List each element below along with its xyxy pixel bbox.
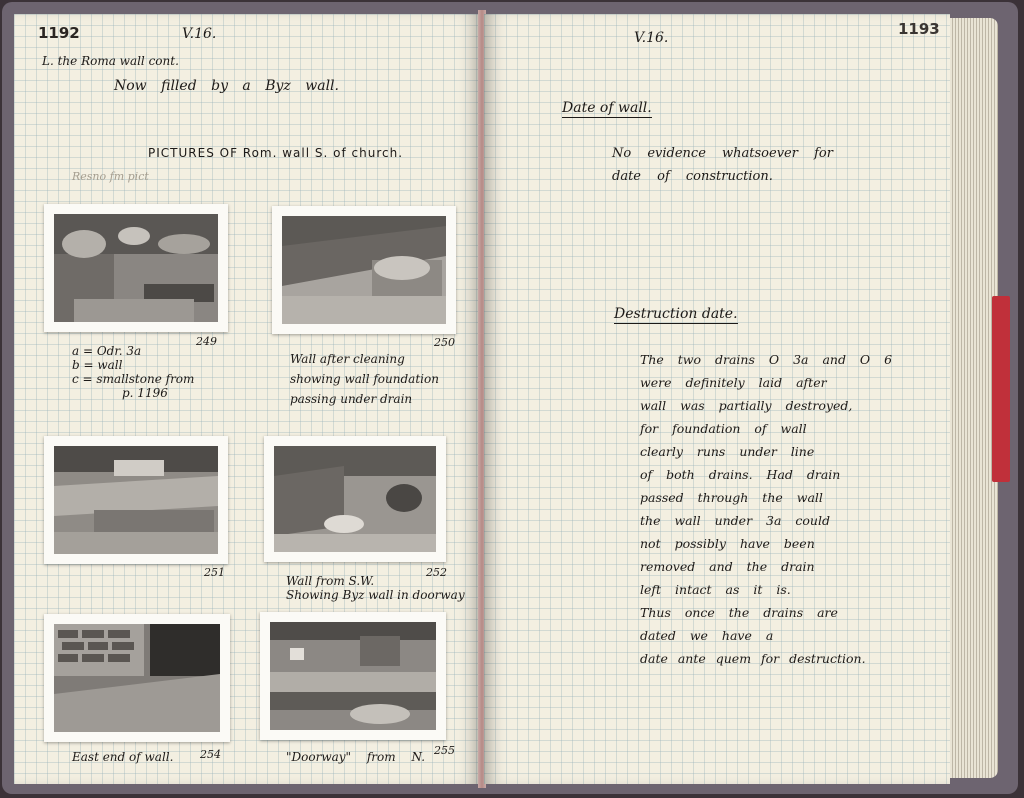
excavation-photo xyxy=(54,446,218,554)
page-number: 1192 xyxy=(38,24,80,42)
photo-254[interactable] xyxy=(44,614,230,742)
excavation-photo xyxy=(282,216,446,324)
photo-number: 249 xyxy=(196,335,217,348)
photo-249[interactable] xyxy=(44,204,228,332)
faint-note: Resno fm pict xyxy=(72,170,149,183)
note-line: L. the Roma wall cont. xyxy=(42,54,179,68)
left-page xyxy=(14,14,480,784)
photo-caption: "Doorway" from N. xyxy=(286,750,426,764)
photo-caption: Wall from S.W. Showing Byz wall in doorway xyxy=(286,574,465,602)
photo-caption: a = Odr. 3a b = wall c = smallstone from p. 1196 xyxy=(72,344,195,400)
paragraph: The two drains O 3a and O 6 were definitely laid after wall was partially destroyed, for foundation of wall clearly runs under line of both drains. Had drain passed through the wall the wall under 3a could not possibly have been removed and the drain left intact as it is. Thus once the drains are dated we have a date ante quem for destruction. xyxy=(640,352,893,666)
page-date: V.16. xyxy=(634,30,669,46)
photo-caption: Wall after cleaning showing wall foundation passing under drain xyxy=(290,352,439,406)
page-edges xyxy=(950,18,998,778)
page-date: V.16. xyxy=(182,26,217,42)
note-line: Now filled by a Byz wall. xyxy=(114,78,339,94)
bookmark-ribbon[interactable] xyxy=(992,296,1010,482)
photo-255[interactable] xyxy=(260,612,446,740)
excavation-photo xyxy=(54,624,220,732)
excavation-photo xyxy=(274,446,436,552)
section-heading: Destruction date. xyxy=(614,306,738,322)
excavation-photo xyxy=(54,214,218,322)
section-heading: Date of wall. xyxy=(562,100,652,116)
excavation-photo xyxy=(270,622,436,730)
photo-number: 252 xyxy=(426,566,447,579)
page-number: 1193 xyxy=(898,20,940,38)
photo-250[interactable] xyxy=(272,206,456,334)
section-heading: PICTURES OF Rom. wall S. of church. xyxy=(148,146,404,160)
photo-number: 251 xyxy=(204,566,225,579)
photo-caption: East end of wall. xyxy=(72,750,174,764)
photo-number: 250 xyxy=(434,336,455,349)
photo-252[interactable] xyxy=(264,436,446,562)
photo-number: 255 xyxy=(434,744,455,757)
photo-number: 254 xyxy=(200,748,221,761)
right-page xyxy=(484,14,950,784)
paragraph: No evidence whatsoever for date of construction. xyxy=(612,146,833,184)
photo-251[interactable] xyxy=(44,436,228,564)
